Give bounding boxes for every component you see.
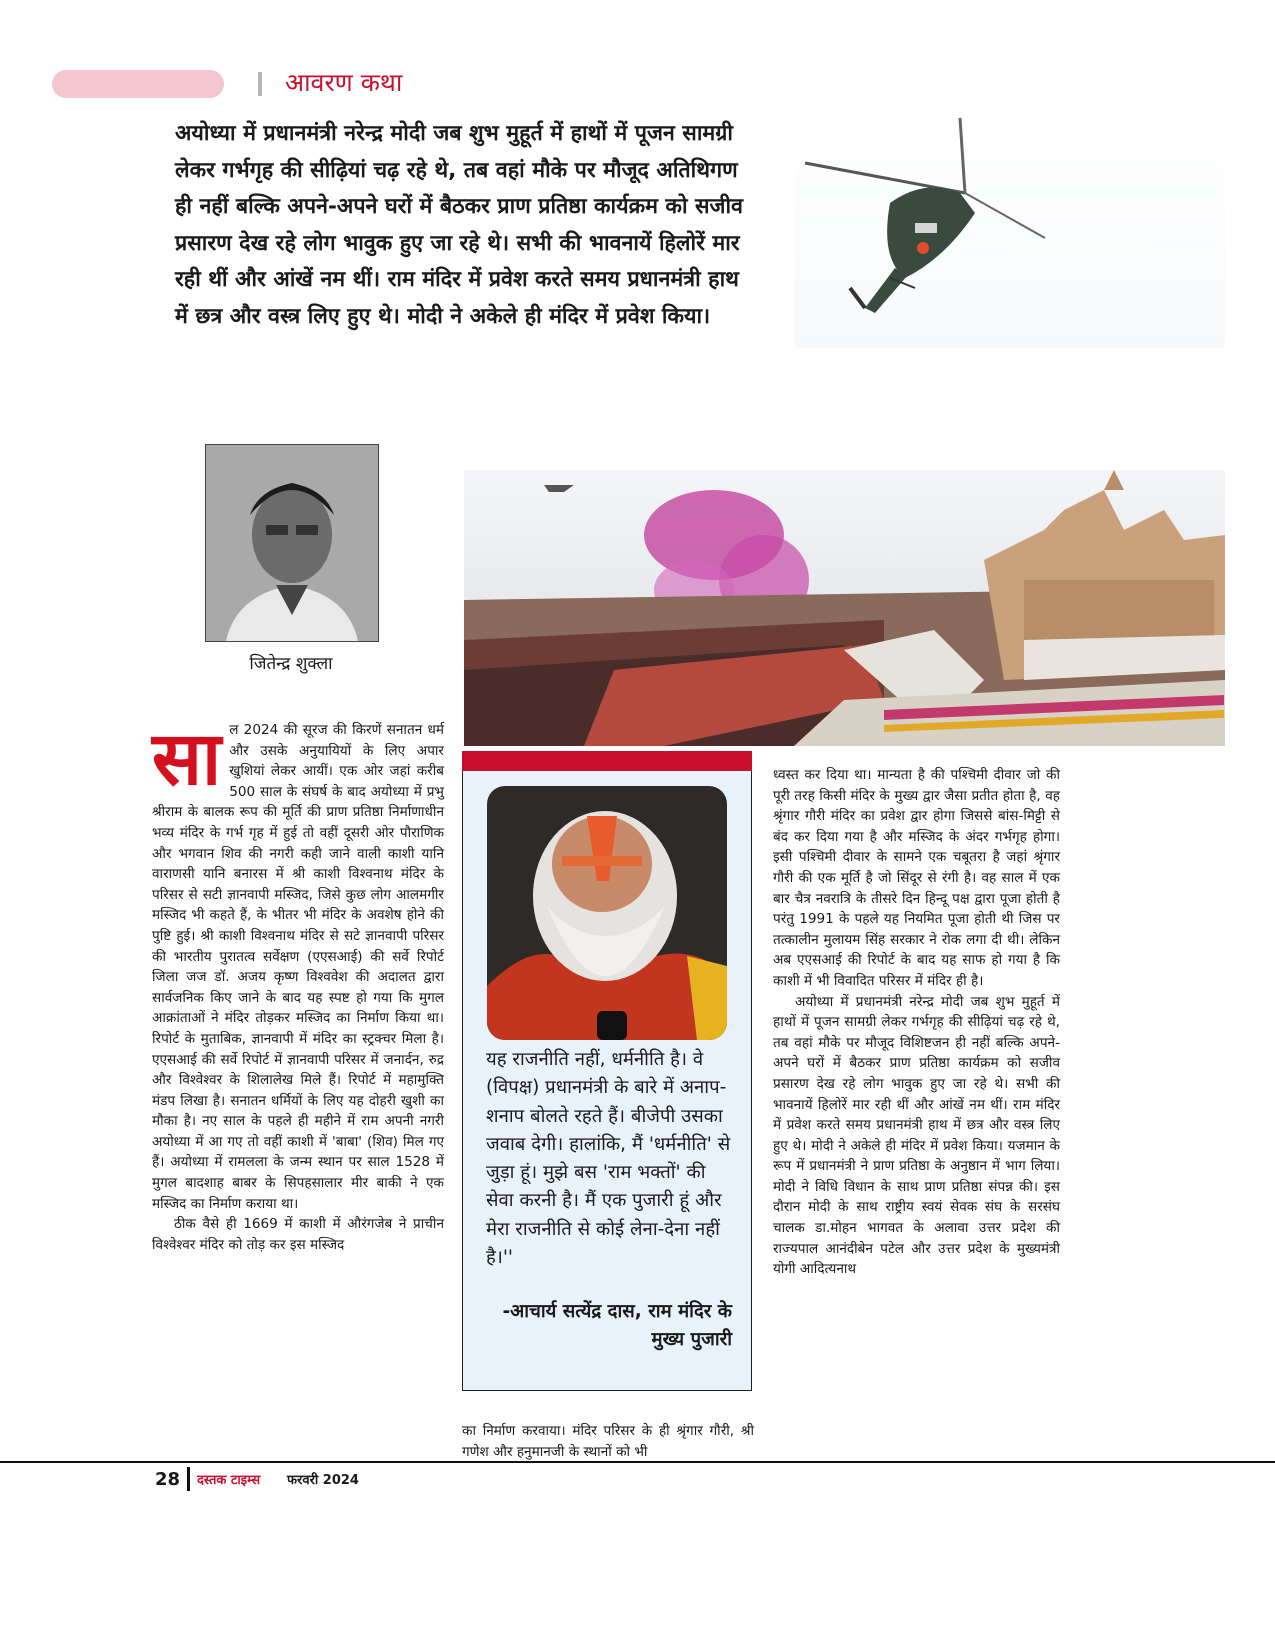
- article-column-3: [773, 765, 1060, 1280]
- quote-attribution: -आचार्य सत्येंद्र दास, राम मंदिर के मुख्य पुजारी: [502, 1301, 732, 1350]
- footer-separator: [187, 1467, 190, 1491]
- article-column-2-text: का निर्माण करवाया। मंदिर परिसर के ही श्रृंगार गौरी, श्री गणेश और हनुमानजी के स्थानों को भी: [462, 1423, 754, 1460]
- author-name: जितेन्द्र शुक्ला: [249, 654, 333, 674]
- dropcap: सा: [152, 716, 222, 802]
- paragraph: ठीक वैसे ही 1669 में काशी में औरंगजेब ने प्राचीन विश्वेश्वर मंदिर को तोड़ कर इस मस्जिद: [152, 1216, 444, 1253]
- section-pill-decoration: [52, 70, 224, 98]
- author-photo: [205, 444, 379, 642]
- page-number: 28: [155, 1469, 181, 1490]
- footer-rule: [0, 1461, 1275, 1463]
- temple-ceremony-image: [464, 470, 1225, 746]
- paragraph: अयोध्या में प्रधानमंत्री नरेन्द्र मोदी जब शुभ मुहूर्त में हाथों में पूजन सामग्री लेकर गर्भगृह की सीढ़ियां चढ़ रहे थे, तब वहां मौके पर मौजूद विशिष्टजन ही नहीं बल्कि अपने-अपने घरों में बैठकर प्राण प्रतिष्ठा कार्यक्रम को सजीव प्रसारण देख रहे लोग भावुक हुए जा रहे थे। सभी की भावनायें हिलोरें मार रही थीं और आंखें नम थीं। राम मंदिर में प्रवेश करते समय प्रधानमंत्री हाथ में छत्र और वस्त्र लिए हुए थे। मोदी ने अकेले ही मंदिर में प्रवेश किया। यजमान के रूप में प्रधानमंत्री ने प्राण प्रतिष्ठा के अनुष्ठान में भाग लिया। मोदी ने विधि विधान के साथ प्राण प्रतिष्ठा संपन्न की। इस दौरान मोदी के साथ राष्ट्रीय स्वयं सेवक संघ के सरसंघ चालक डा.मोहन भागवत के अलावा उत्तर प्रदेश की राज्यपाल आनंदीबेन पटेल और उत्तर प्रदेश के मुख्यमंत्री योगी आदित्यनाथ: [773, 993, 1060, 1278]
- paragraph: ल 2024 की सूरज की किरणें सनातन धर्म और उसके अनुयायियों के लिए अपार खुशियां लेकर आयीं। एक ओर जहां करीब 500 साल के संघर्ष के बाद अयोध्या में प्रभु श्रीराम के बालक रूप की मूर्ति की प्राण प्रतिष्ठा निर्माणाधीन भव्य मंदिर के गर्भ गृह में हुई तो वहीं दूसरी ओर पौराणिक और भगवान शिव की नगरी कही जाने वाली काशी यानि वाराणसी यानि बनारस में श्री काशी विश्वनाथ मंदिर के परिसर से सटी ज्ञानवापी मस्जिद, जिसे कुछ लोग आलमगीर मस्जिद भी कहते हैं, के भीतर भी मंदिर के अवशेष होने की पुष्टि हुई। श्री काशी विश्वनाथ मंदिर से सटे ज्ञानवापी परिसर की भारतीय पुरातत्व सर्वेक्षण (एएसआई) की सर्वे रिपोर्ट जिला जज डॉ. अजय कृष्ण विश्ववेश की अदालत द्वारा सार्वजनिक किए जाने के बाद यह स्पष्ट हो गया कि मुगल आक्रांताओं ने मंदिर तोड़कर मस्जिद का निर्माण किया था। रिपोर्ट के मुताबिक, ज्ञानवापी में मंदिर का स्ट्रक्चर मिला है। एएसआई की सर्वे रिपोर्ट में ज्ञानवापी परिसर में जनार्दन, रुद्र और विश्वेश्वर के शिलालेख मिले हैं। रिपोर्ट में महामुक्ति मंडप लिखा है। सनातन धर्मियों के लिए यह दोहरी खुशी का मौका है। नए साल के पहले ही महीने में राम अपनी नगरी अयोध्या में आ गए तो वहीं काशी में 'बाबा' (शिव) मिल गए हैं। अयोध्या में रामलला के जन्म स्थान पर साल 1528 में मुगल बादशाह बाबर के सिपहसालार मीर बाकी ने एक मस्जिद का निर्माण कराया था।: [152, 722, 444, 1212]
- intro-text: अयोध्या में प्रधानमंत्री नरेन्द्र मोदी जब शुभ मुहूर्त में हाथों में पूजन सामग्री लेकर गर्भगृह की सीढ़ियां चढ़ रहे थे, तब वहां मौके पर मौजूद अतिथिगण ही नहीं बल्कि अपने-अपने घरों में बैठकर प्राण प्रतिष्ठा कार्यक्रम को सजीव प्रसारण देख रहे लोग भावुक हुए जा रहे थे। सभी की भावनायें हिलोरें मार रही थीं और आंखें नम थीं। राम मंदिर में प्रवेश करते समय प्रधानमंत्री हाथ में छत्र और वस्त्र लिए हुए थे। मोदी ने अकेले ही मंदिर में प्रवेश किया।: [175, 121, 744, 329]
- section-label: आवरण कथा: [285, 68, 403, 97]
- helicopter-image: [795, 108, 1225, 348]
- article-column-1: [152, 716, 444, 1255]
- priest-photo: [487, 786, 727, 1040]
- quote-text: यह राजनीति नहीं, धर्मनीति है। वे (विपक्ष) प्रधानमंत्री के बारे में अनाप-शनाप बोलते रहते हैं। बीजेपी उसका जवाब देगी। हालांकि, मैं 'धर्मनीति' से जुड़ा हूं। मुझे बस 'राम भक्तों' की सेवा करनी है। मैं एक पुजारी हूं और मेरा राजनीति से कोई लेना-देना नहीं है।'': [486, 1049, 731, 1269]
- quote-box-header-bar: [462, 751, 752, 771]
- issue-date: फरवरी 2024: [287, 1473, 359, 1488]
- header-divider: [258, 72, 262, 96]
- paragraph: ध्वस्त कर दिया था। मान्यता है की पश्चिमी दीवार जो की पूरी तरह किसी मंदिर के मुख्य द्वार जैसा प्रतीत होता है, वह श्रृंगार गौरी मंदिर का प्रवेश द्वार होगा जिससे बांस-मिट्टी से बंद कर दिया गया है और मस्जिद के अंदर गर्भगृह होगा। इसी पश्चिमी दीवार के सामने एक चबूतरा है जहां श्रृंगार गौरी की एक मूर्ति है जो सिंदूर से रंगी है। वह साल में एक बार चैत्र नवरात्रि के तीसरे दिन हिन्दू पक्ष द्वारा पूजा होती है परंतु 1991 के पहले यह नियमित पूजा होती थी जिस पर तत्कालीन मुलायम सिंह सरकार ने रोक लगा दी थी। लेकिन अब एएसआई की रिपोर्ट के बाद यह साफ हो गया है कि काशी में भी विवादित परिसर में मंदिर ही है।: [773, 767, 1060, 989]
- magazine-logo: दस्तक टाइम्स: [197, 1473, 261, 1488]
